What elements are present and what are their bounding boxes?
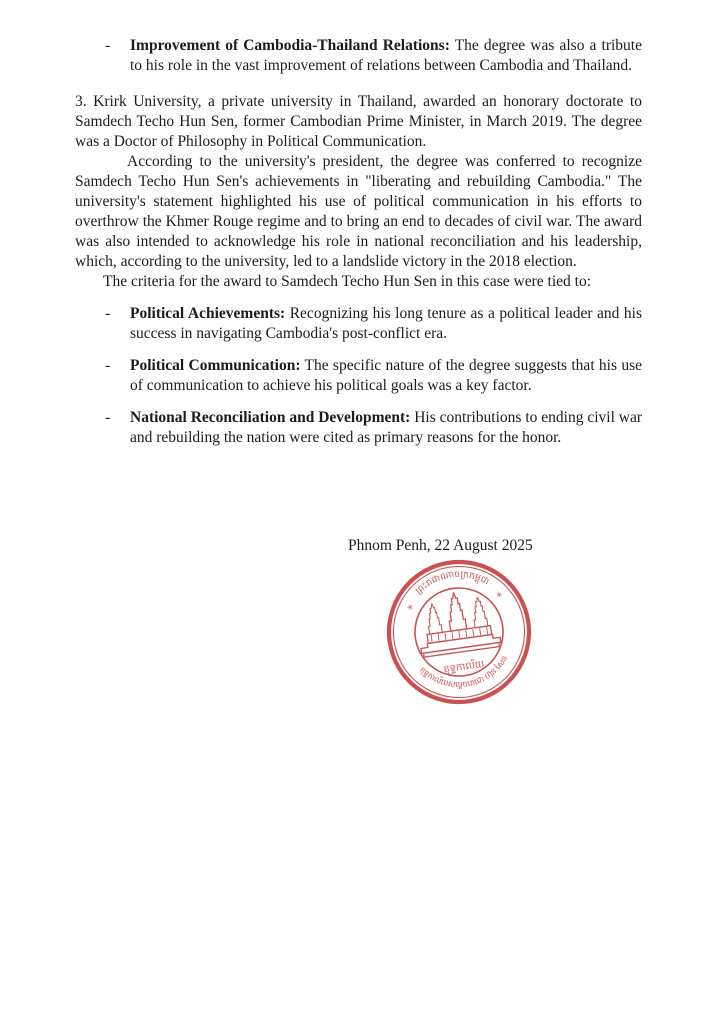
list-item-title: Political Achievements: — [130, 305, 286, 322]
list-item-title: National Reconciliation and Development: — [130, 409, 411, 426]
list-item-body: The specific nature of the degree suggests that his use of communication to achieve his political goals was a key factor. — [130, 357, 642, 394]
official-seal-stamp — [374, 547, 543, 716]
temple-platform — [424, 643, 500, 658]
list-item-political-achievements — [105, 304, 643, 344]
list-item-body: The degree was also a tribute to his role in the vast improvement of relations between Cambodia and Thailand. — [130, 37, 642, 74]
dateline: Phnom Penh, 22 August 2025 — [348, 537, 533, 554]
list-item-text — [130, 36, 642, 76]
list-item-text — [130, 356, 642, 396]
bullet-dash: - — [105, 357, 111, 374]
bullet-dash: - — [105, 409, 111, 426]
list-item-political-communication — [105, 356, 642, 396]
bullet-dash: - — [105, 305, 111, 322]
seal-center-text: ខុទ្ទកាល័យ — [442, 658, 486, 676]
bullet-dash: - — [105, 37, 111, 54]
star-separator-icon: ✳ — [495, 590, 504, 600]
list-item-title: Political Communication: — [130, 357, 301, 374]
paragraph-criteria-intro: The criteria for the award to Samdech Techo Hun Sen in this case were tied to: — [103, 273, 592, 290]
list-item-cambodia-thailand — [105, 36, 642, 76]
angkor-temple-icon — [414, 587, 502, 658]
list-item-national-reconciliation — [105, 408, 643, 448]
paragraph-krirk-university: 3. Krirk University, a private university in Thailand, awarded an honorary doctorate to Samdech Techo Hun Sen, former Cambodian Prime Minister, in March 2019. The degree was a Doctor of Philosophy in Political Communication. — [75, 93, 642, 150]
list-item-title: Improvement of Cambodia-Thailand Relations: — [130, 37, 450, 54]
paragraph-according: According to the university's president, the degree was conferred to recognize Samdech Techo Hun Sen's achievements in "liberating and rebuilding Cambodia." The university's statement highlighted his use of political communication in his efforts to overthrow the Khmer Rouge regime and to bring an end to decades of civil war. The award was also intended to acknowledge his role in national reconciliation and his leadership, which, according to the university, led to a landslide victory in the 2018 election. — [75, 153, 642, 270]
list-item-body: His contributions to ending civil war and rebuilding the nation were cited as primary reasons for the honor. — [130, 409, 643, 446]
star-separator-icon: ✳ — [406, 602, 415, 613]
list-item-text — [130, 408, 642, 448]
list-item-body: Recognizing his long tenure as a political leader and his success in navigating Cambodia's post-conflict era. — [130, 305, 643, 342]
seal-top-arc-text: ព្រះរាជាណាចក្រកម្ពុជា — [413, 569, 491, 597]
list-item-text — [130, 304, 642, 344]
document-body — [75, 36, 642, 448]
seal-bottom-arc-text: ខុទ្ទកាល័យសម្តេចតេជោ ហ៊ុន សែន — [417, 654, 510, 690]
